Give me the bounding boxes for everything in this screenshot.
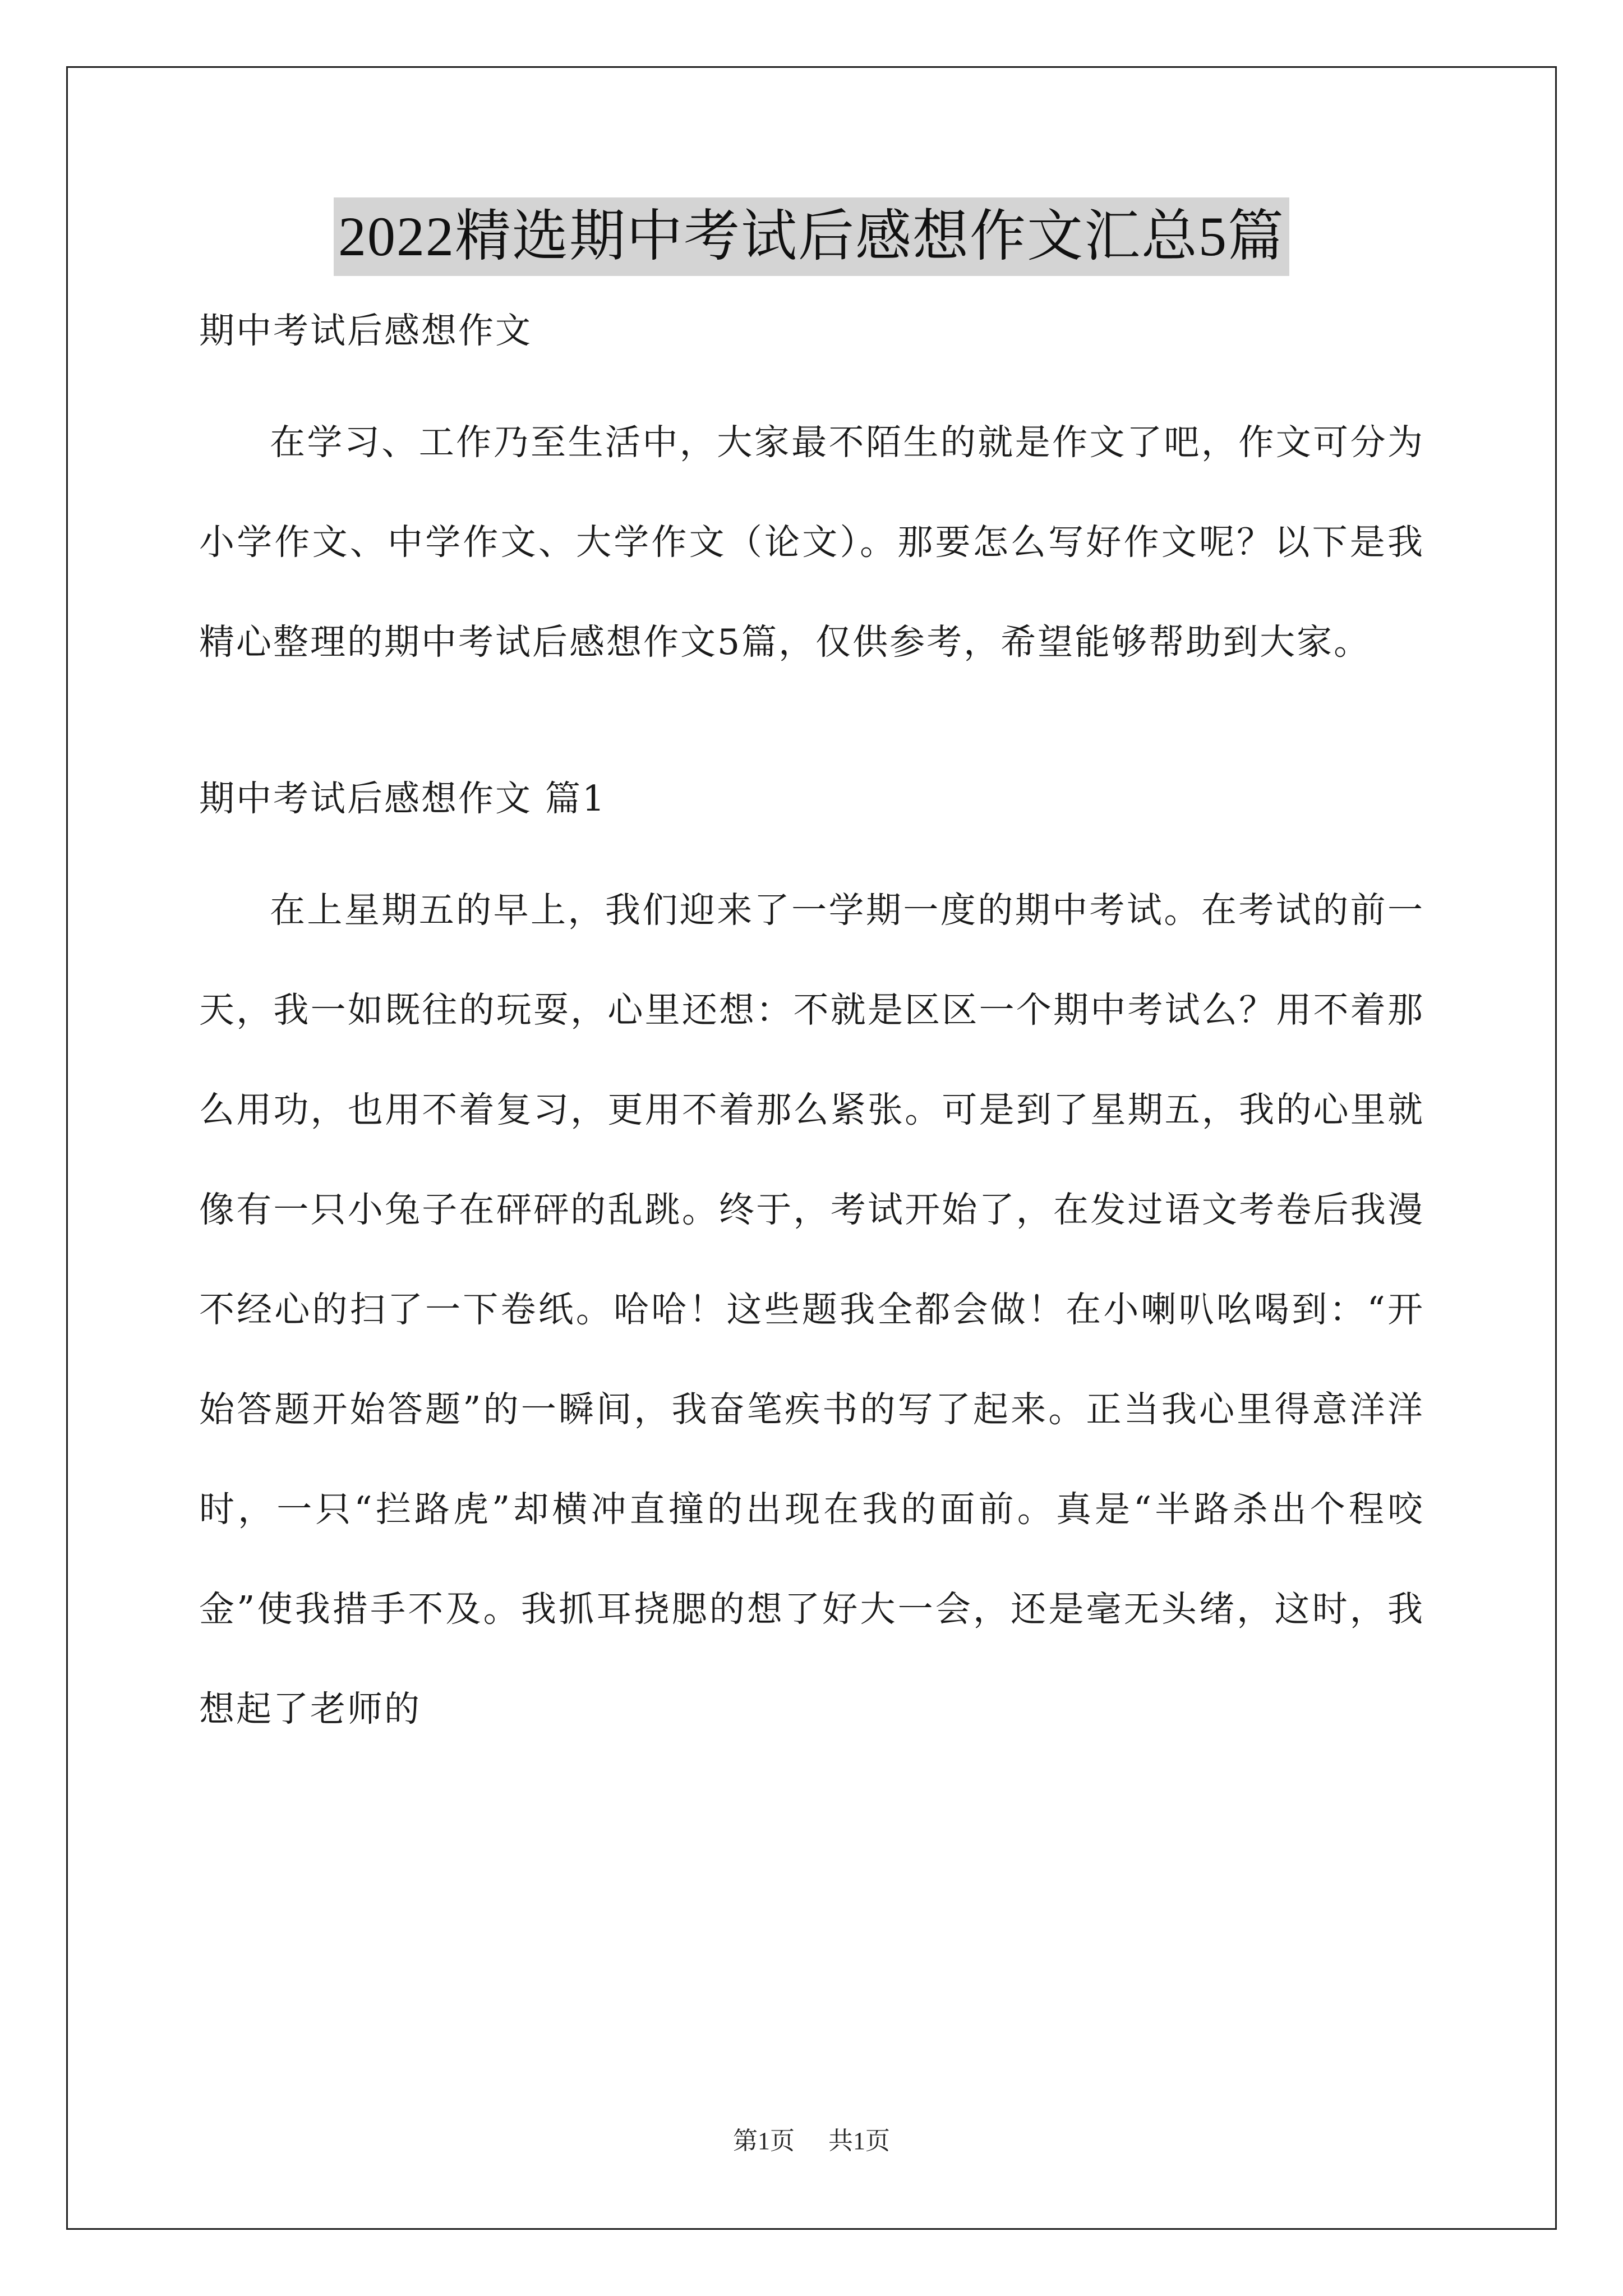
page-footer <box>0 2120 1623 2156</box>
section1-heading: 期中考试后感想作文 篇1 <box>199 778 607 819</box>
section-spacer <box>199 692 1424 771</box>
page-total: 共1页 <box>828 2127 890 2155</box>
intro-heading: 期中考试后感想作文 <box>199 310 532 351</box>
section1-paragraph: 在上星期五的早上，我们迎来了一学期一度的期中考试。在考试的前一天，我一如既往的玩耍，心里还想：不就是区区一个期中考试么？用不着那么用功，也用不着复习，更用不着那么紧张。可是到了星期五，我的心里就像有一只小兔子在砰砰的乱跳。终于，考试开始了，在发过语文考卷后我漫不经心的扫了一下卷纸。哈哈！这些题我全都会做！在小喇叭吆喝到：“开始答题开始答题”的一瞬间，我奋笔疾书的写了起来。正当我心里得意洋洋时，一只“拦路虎”却横冲直撞的出现在我的面前。真是“半路杀出个程咬金”使我措手不及。我抓耳挠腮的想了好大一会，还是毫无头绪，这时，我想起了老师的 <box>199 890 1424 1729</box>
document-title: 2022精选期中考试后感想作文汇总5篇 <box>334 197 1289 276</box>
document-body <box>199 303 1424 1759</box>
page-number: 第1页 <box>733 2127 795 2155</box>
title-container <box>0 197 1623 276</box>
intro-paragraph: 在学习、工作乃至生活中，大家最不陌生的就是作文了吧，作文可分为小学作文、中学作文、大学作文（论文）。那要怎么写好作文呢？以下是我精心整理的期中考试后感想作文5篇，仅供参考，希望能够帮助到大家。 <box>199 422 1424 662</box>
